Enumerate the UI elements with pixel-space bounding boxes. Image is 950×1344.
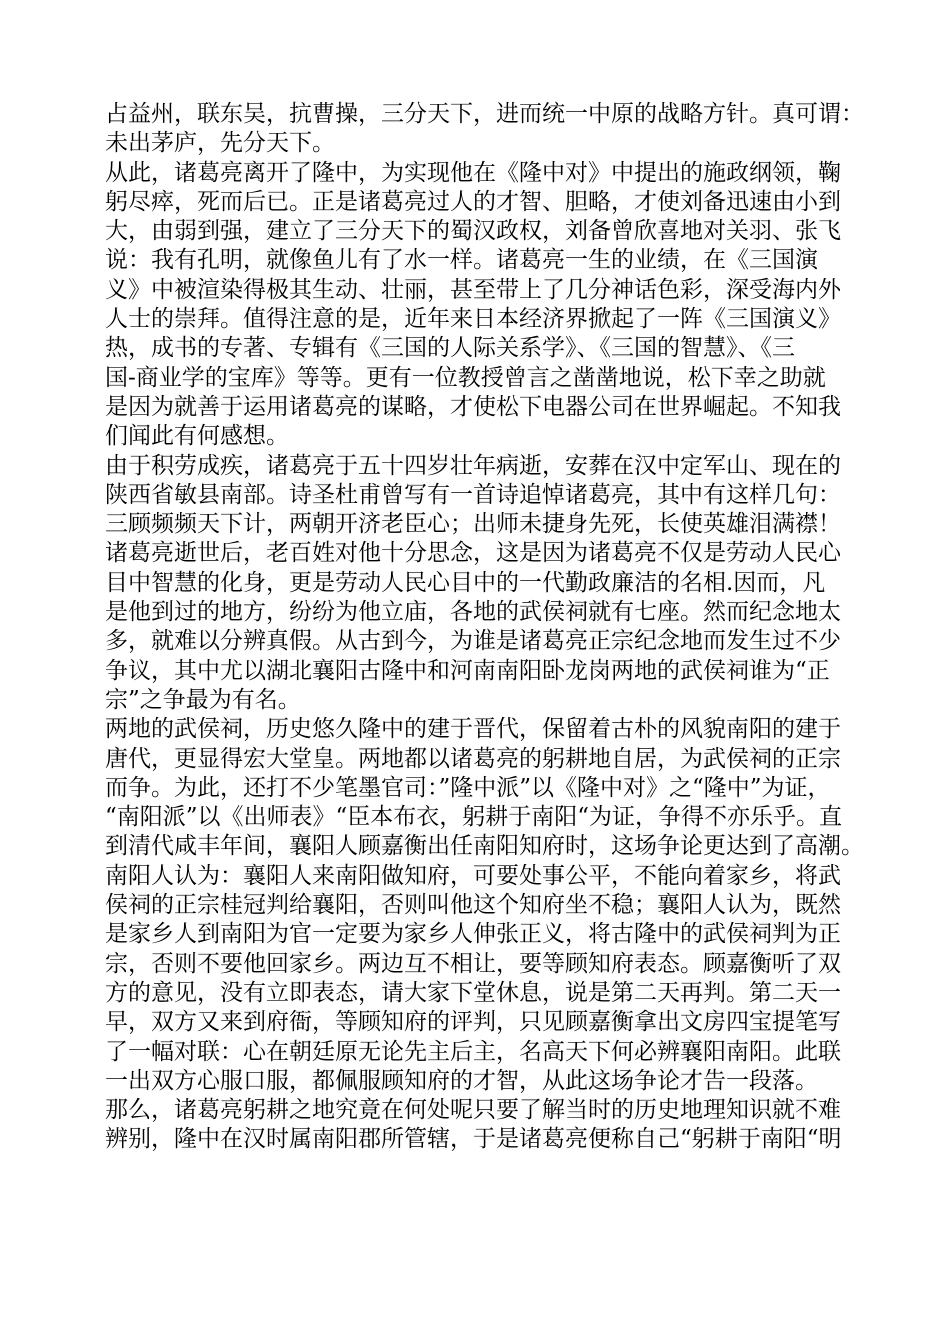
text-line: 人士的崇拜。值得注意的是，近年来日本经济界掀起了一阵《三国演义》 [105,306,841,333]
text-line: 未出茅庐，先分天下。 [105,130,335,157]
text-line: 辨别，隆中在汉时属南阳郡所管辖，于是诸葛亮便称自己“躬耕于南阳“明 [105,1126,842,1153]
text-line: 义》中被渲染得极其生动、壮丽，甚至带上了几分神话色彩，深受海内外 [105,276,841,303]
text-line: 了一幅对联：心在朝廷原无论先主后主，名高天下何必辨襄阳南阳。此联 [105,1038,841,1065]
text-line: 宗，否则不要他回家乡。两边互不相让，要等顾知府表态。顾嘉衡听了双 [105,950,841,977]
text-line: 躬尽瘁，死而后已。正是诸葛亮过人的才智、胆略，才使刘备迅速由小到 [105,188,841,215]
text-line: 那么，诸葛亮躬耕之地究竟在何处呢只要了解当时的历史地理知识就不难 [105,1097,841,1124]
text-line: 从此，诸葛亮离开了隆中，为实现他在《隆中对》中提出的施政纲领，鞠 [105,159,841,186]
text-line: 方的意见，没有立即表态，请大家下堂休息，说是第二天再判。第二天一 [105,979,841,1006]
text-line: 陕西省敏县南部。诗圣杜甫曾写有一首诗追悼诸葛亮，其中有这样几句： [105,481,841,508]
text-line: 早，双方又来到府衙，等顾知府的评判，只见顾嘉衡拿出文房四宝提笔写 [105,1009,841,1036]
text-line: 是因为就善于运用诸葛亮的谋略，才使松下电器公司在世界崛起。不知我 [105,393,841,420]
text-line: 由于积劳成疾，诸葛亮于五十四岁壮年病逝，安葬在汉中定军山、现在的 [105,452,841,479]
text-line: 三顾频频天下计，两朝开济老臣心；出师未捷身先死，长使英雄泪满襟！ [105,511,841,538]
text-line: 国-商业学的宝库》等等。更有一位教授曾言之凿凿地说，松下幸之助就 [105,364,826,391]
text-line: 们闻此有何感想。 [105,423,289,450]
text-line: 说：我有孔明，就像鱼儿有了水一样。诸葛亮一生的业绩，在《三国演 [105,247,818,274]
text-line: 争议，其中尤以湖北襄阳古隆中和河南南阳卧龙岗两地的武侯祠谁为“正 [105,657,830,684]
text-line: 宗”之争最为有名。 [105,686,301,713]
text-line: 到清代咸丰年间，襄阳人顾嘉衡出任南阳知府时，这场争论更达到了高潮。 [105,833,864,860]
text-line: 大，由弱到强，建立了三分天下的蜀汉政权，刘备曾欣喜地对关羽、张飞 [105,218,841,245]
text-line: 唐代，更显得宏大堂皇。两地都以诸葛亮的躬耕地自居，为武侯祠的正宗 [105,745,841,772]
text-line: 热，成书的专著、专辑有《三国的人际关系学》、《三国的智慧》、《三 [105,335,795,362]
text-line: 是家乡人到南阳为官一定要为家乡人伸张正义，将古隆中的武侯祠判为正 [105,921,841,948]
text-line: 多，就难以分辨真假。从古到今，为谁是诸葛亮正宗纪念地而发生过不少 [105,628,841,655]
text-line: 目中智慧的化身，更是劳动人民心目中的一代勤政廉洁的名相.因而，凡 [105,569,826,596]
text-line: 南阳人认为：襄阳人来南阳做知府，可要处事公平，不能向着家乡，将武 [105,862,841,889]
text-line: 而争。为此，还打不少笔墨官司：”隆中派”以《隆中对》之“隆中”为证， [105,774,831,801]
text-line: 诸葛亮逝世后，老百姓对他十分思念，这是因为诸葛亮不仅是劳动人民心 [105,540,841,567]
text-line: 两地的武侯祠，历史悠久隆中的建于晋代，保留着古朴的风貌南阳的建于 [105,716,841,743]
text-line: 一出双方心服口服，都佩服顾知府的才智，从此这场争论才告一段落。 [105,1067,818,1094]
text-line: “南阳派”以《出师表》“臣本布衣，躬耕于南阳“为证，争得不亦乐乎。直 [105,804,843,831]
text-line: 占益州，联东吴，抗曹操，三分天下，进而统一中原的战略方针。真可谓： [105,101,864,127]
body-text [105,100,865,1155]
text-line: 是他到过的地方，纷纷为他立庙，各地的武侯祠就有七座。然而纪念地太 [105,599,841,626]
text-line: 侯祠的正宗桂冠判给襄阳，否则叫他这个知府坐不稳；襄阳人认为，既然 [105,892,841,919]
